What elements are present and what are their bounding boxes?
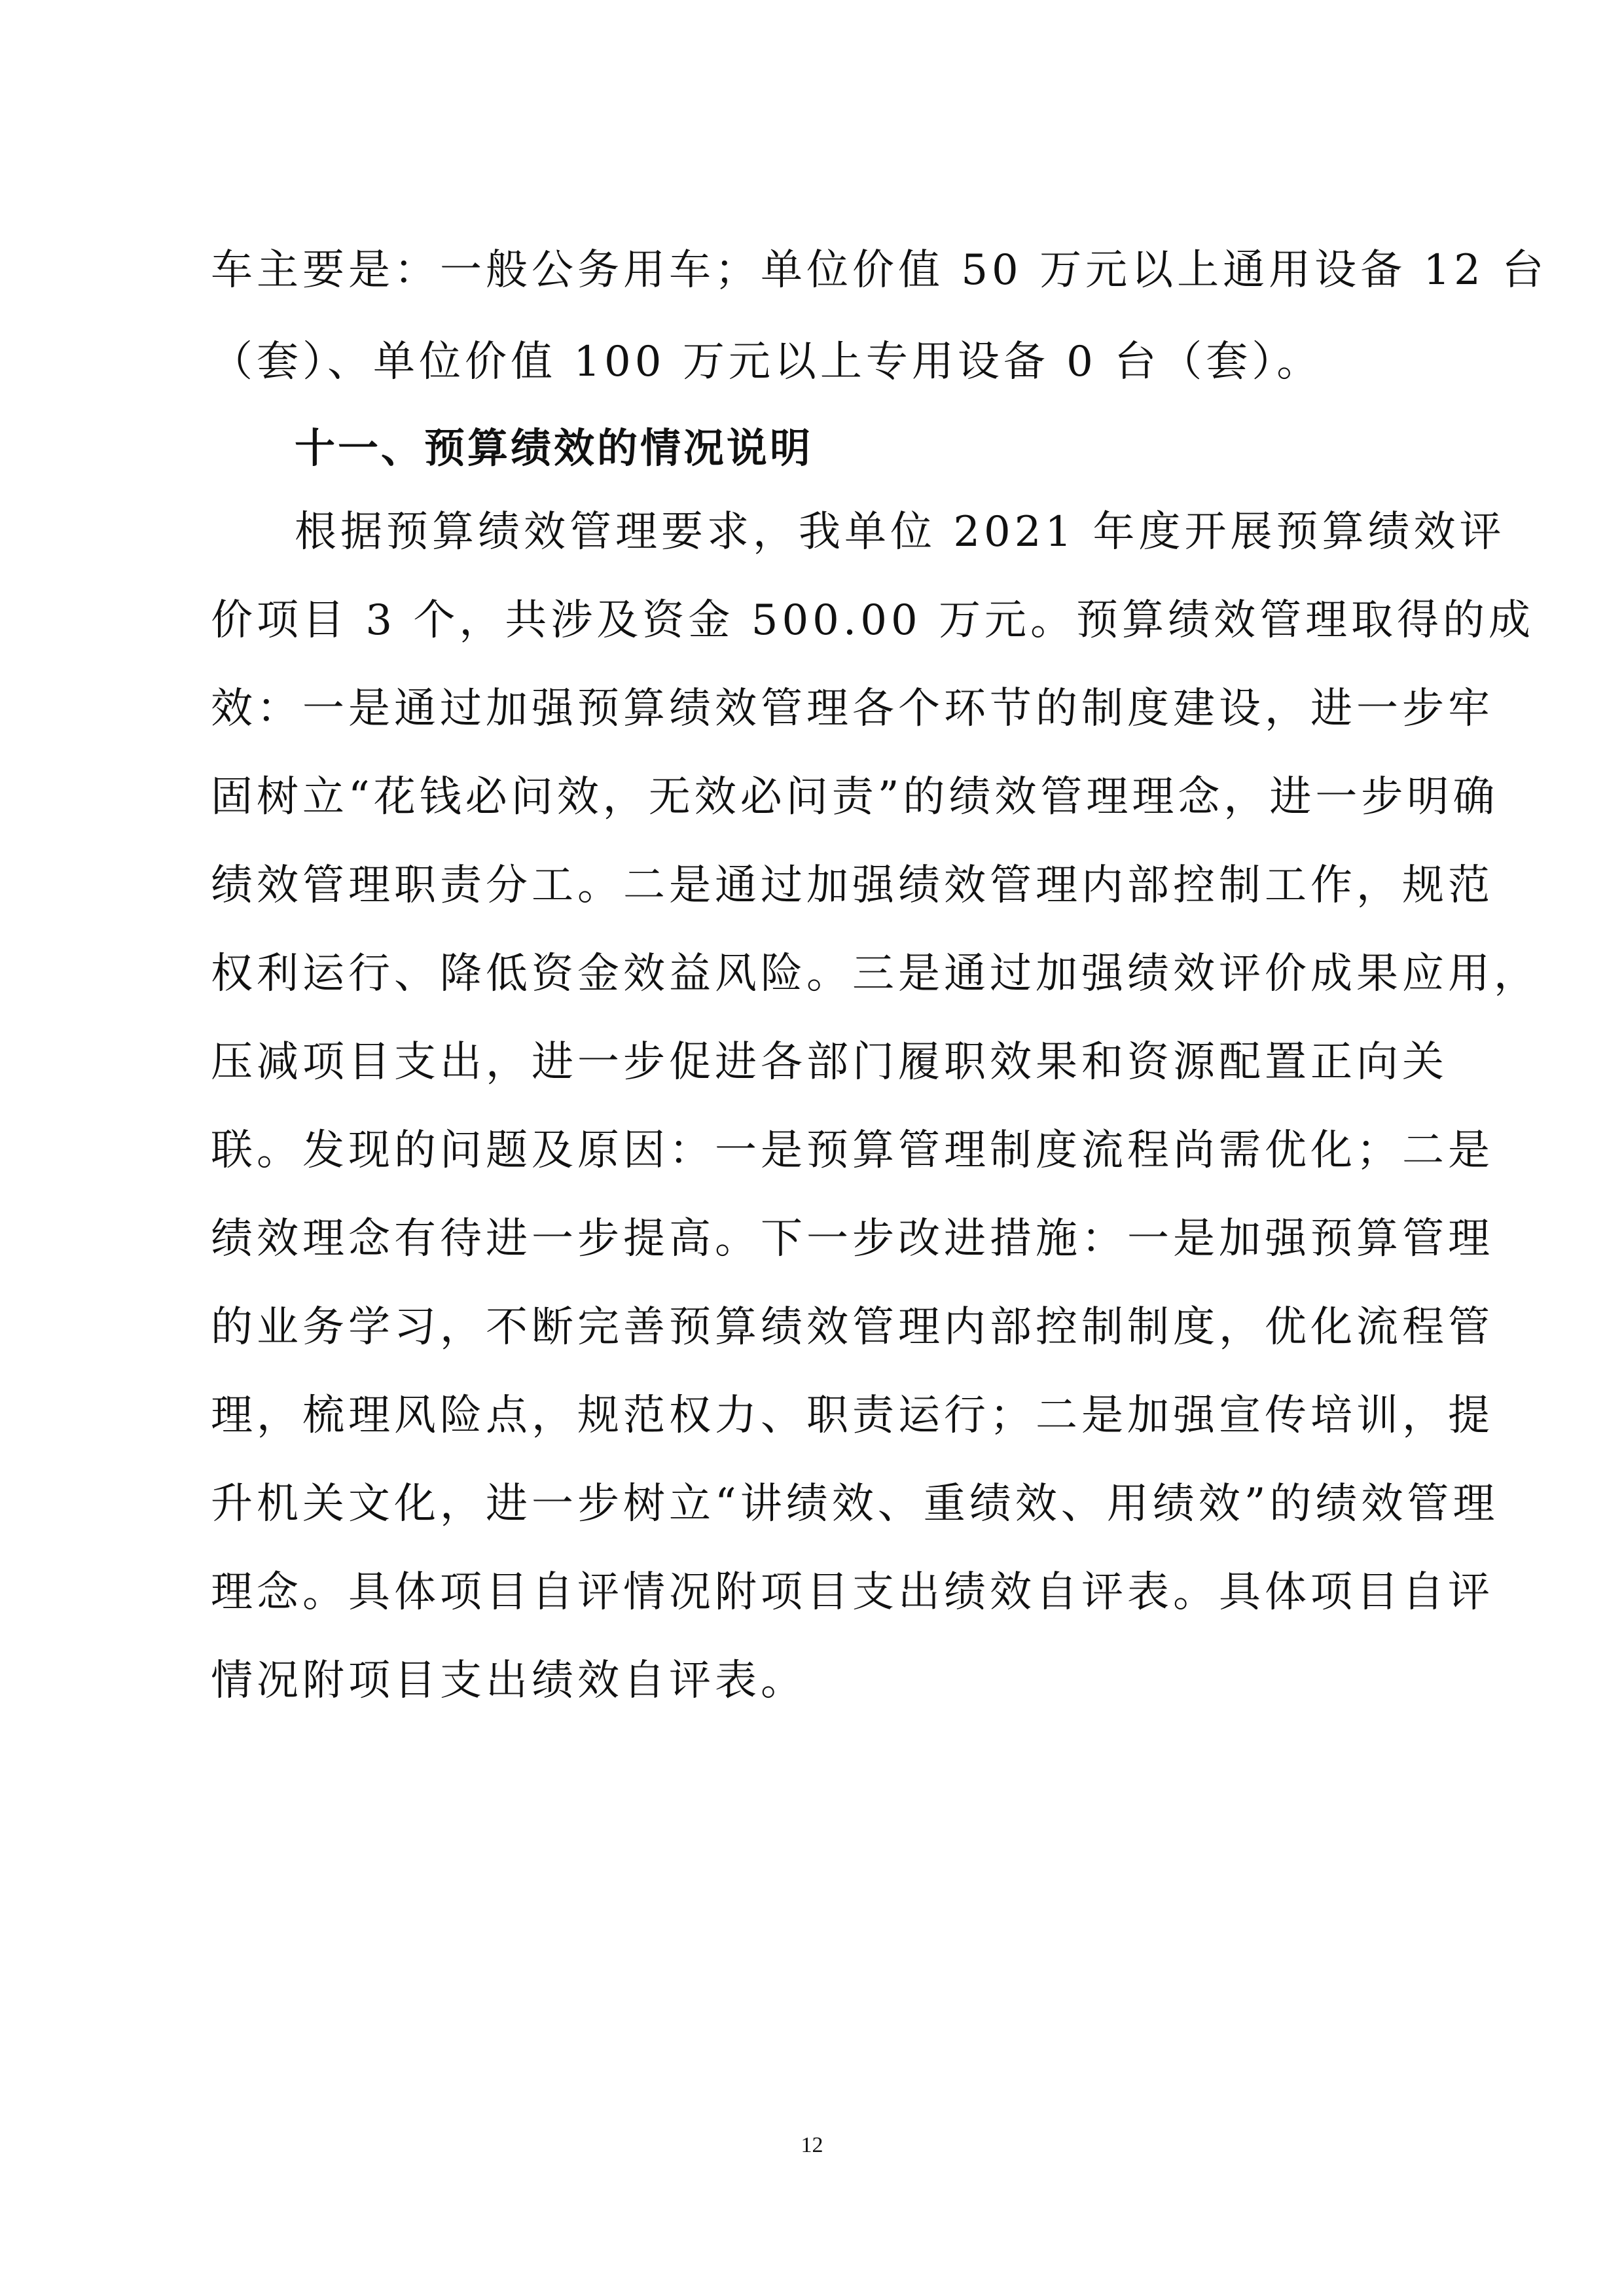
paragraph-line: 压减项目支出，进一步促进各部门履职效果和资源配置正向关 — [211, 1038, 1448, 1086]
paragraph-line: （套）、单位价值 100 万元以上专用设备 0 台（套）。 — [211, 338, 1323, 386]
paragraph-line: 根据预算绩效管理要求，我单位 2021 年度开展预算绩效评 — [295, 508, 1506, 556]
paragraph-line: 联。发现的问题及原因：一是预算管理制度流程尚需优化；二是 — [211, 1126, 1494, 1175]
paragraph-line: 理，梳理风险点，规范权力、职责运行；二是加强宣传培训，提 — [211, 1391, 1494, 1440]
paragraph-line: 效：一是通过加强预算绩效管理各个环节的制度建设，进一步牢 — [211, 685, 1494, 733]
paragraph-line: 的业务学习，不断完善预算绩效管理内部控制制度，优化流程管 — [211, 1303, 1494, 1352]
page-number: 12 — [801, 2133, 823, 2157]
paragraph-line: 升机关文化，进一步树立“讲绩效、重绩效、用绩效”的绩效管理 — [211, 1480, 1499, 1528]
paragraph-line: 情况附项目支出绩效自评表。 — [211, 1657, 806, 1705]
paragraph-line: 理念。具体项目自评情况附项目支出绩效自评表。具体项目自评 — [211, 1568, 1494, 1617]
paragraph-line: 权利运行、降低资金效益风险。三是通过加强绩效评价成果应用， — [211, 950, 1540, 998]
paragraph-line: 固树立“花钱必问效，无效必问责”的绩效管理理念，进一步明确 — [211, 773, 1499, 821]
paragraph-line: 绩效管理职责分工。二是通过加强绩效管理内部控制工作，规范 — [211, 861, 1494, 910]
paragraph-line: 车主要是：一般公务用车；单位价值 50 万元以上通用设备 12 台 — [211, 246, 1548, 295]
paragraph-line: 价项目 3 个，共涉及资金 500.00 万元。预算绩效管理取得的成 — [211, 596, 1535, 645]
paragraph-line: 绩效理念有待进一步提高。下一步改进措施：一是加强预算管理 — [211, 1215, 1494, 1263]
section-heading: 十一、预算绩效的情况说明 — [295, 424, 814, 472]
